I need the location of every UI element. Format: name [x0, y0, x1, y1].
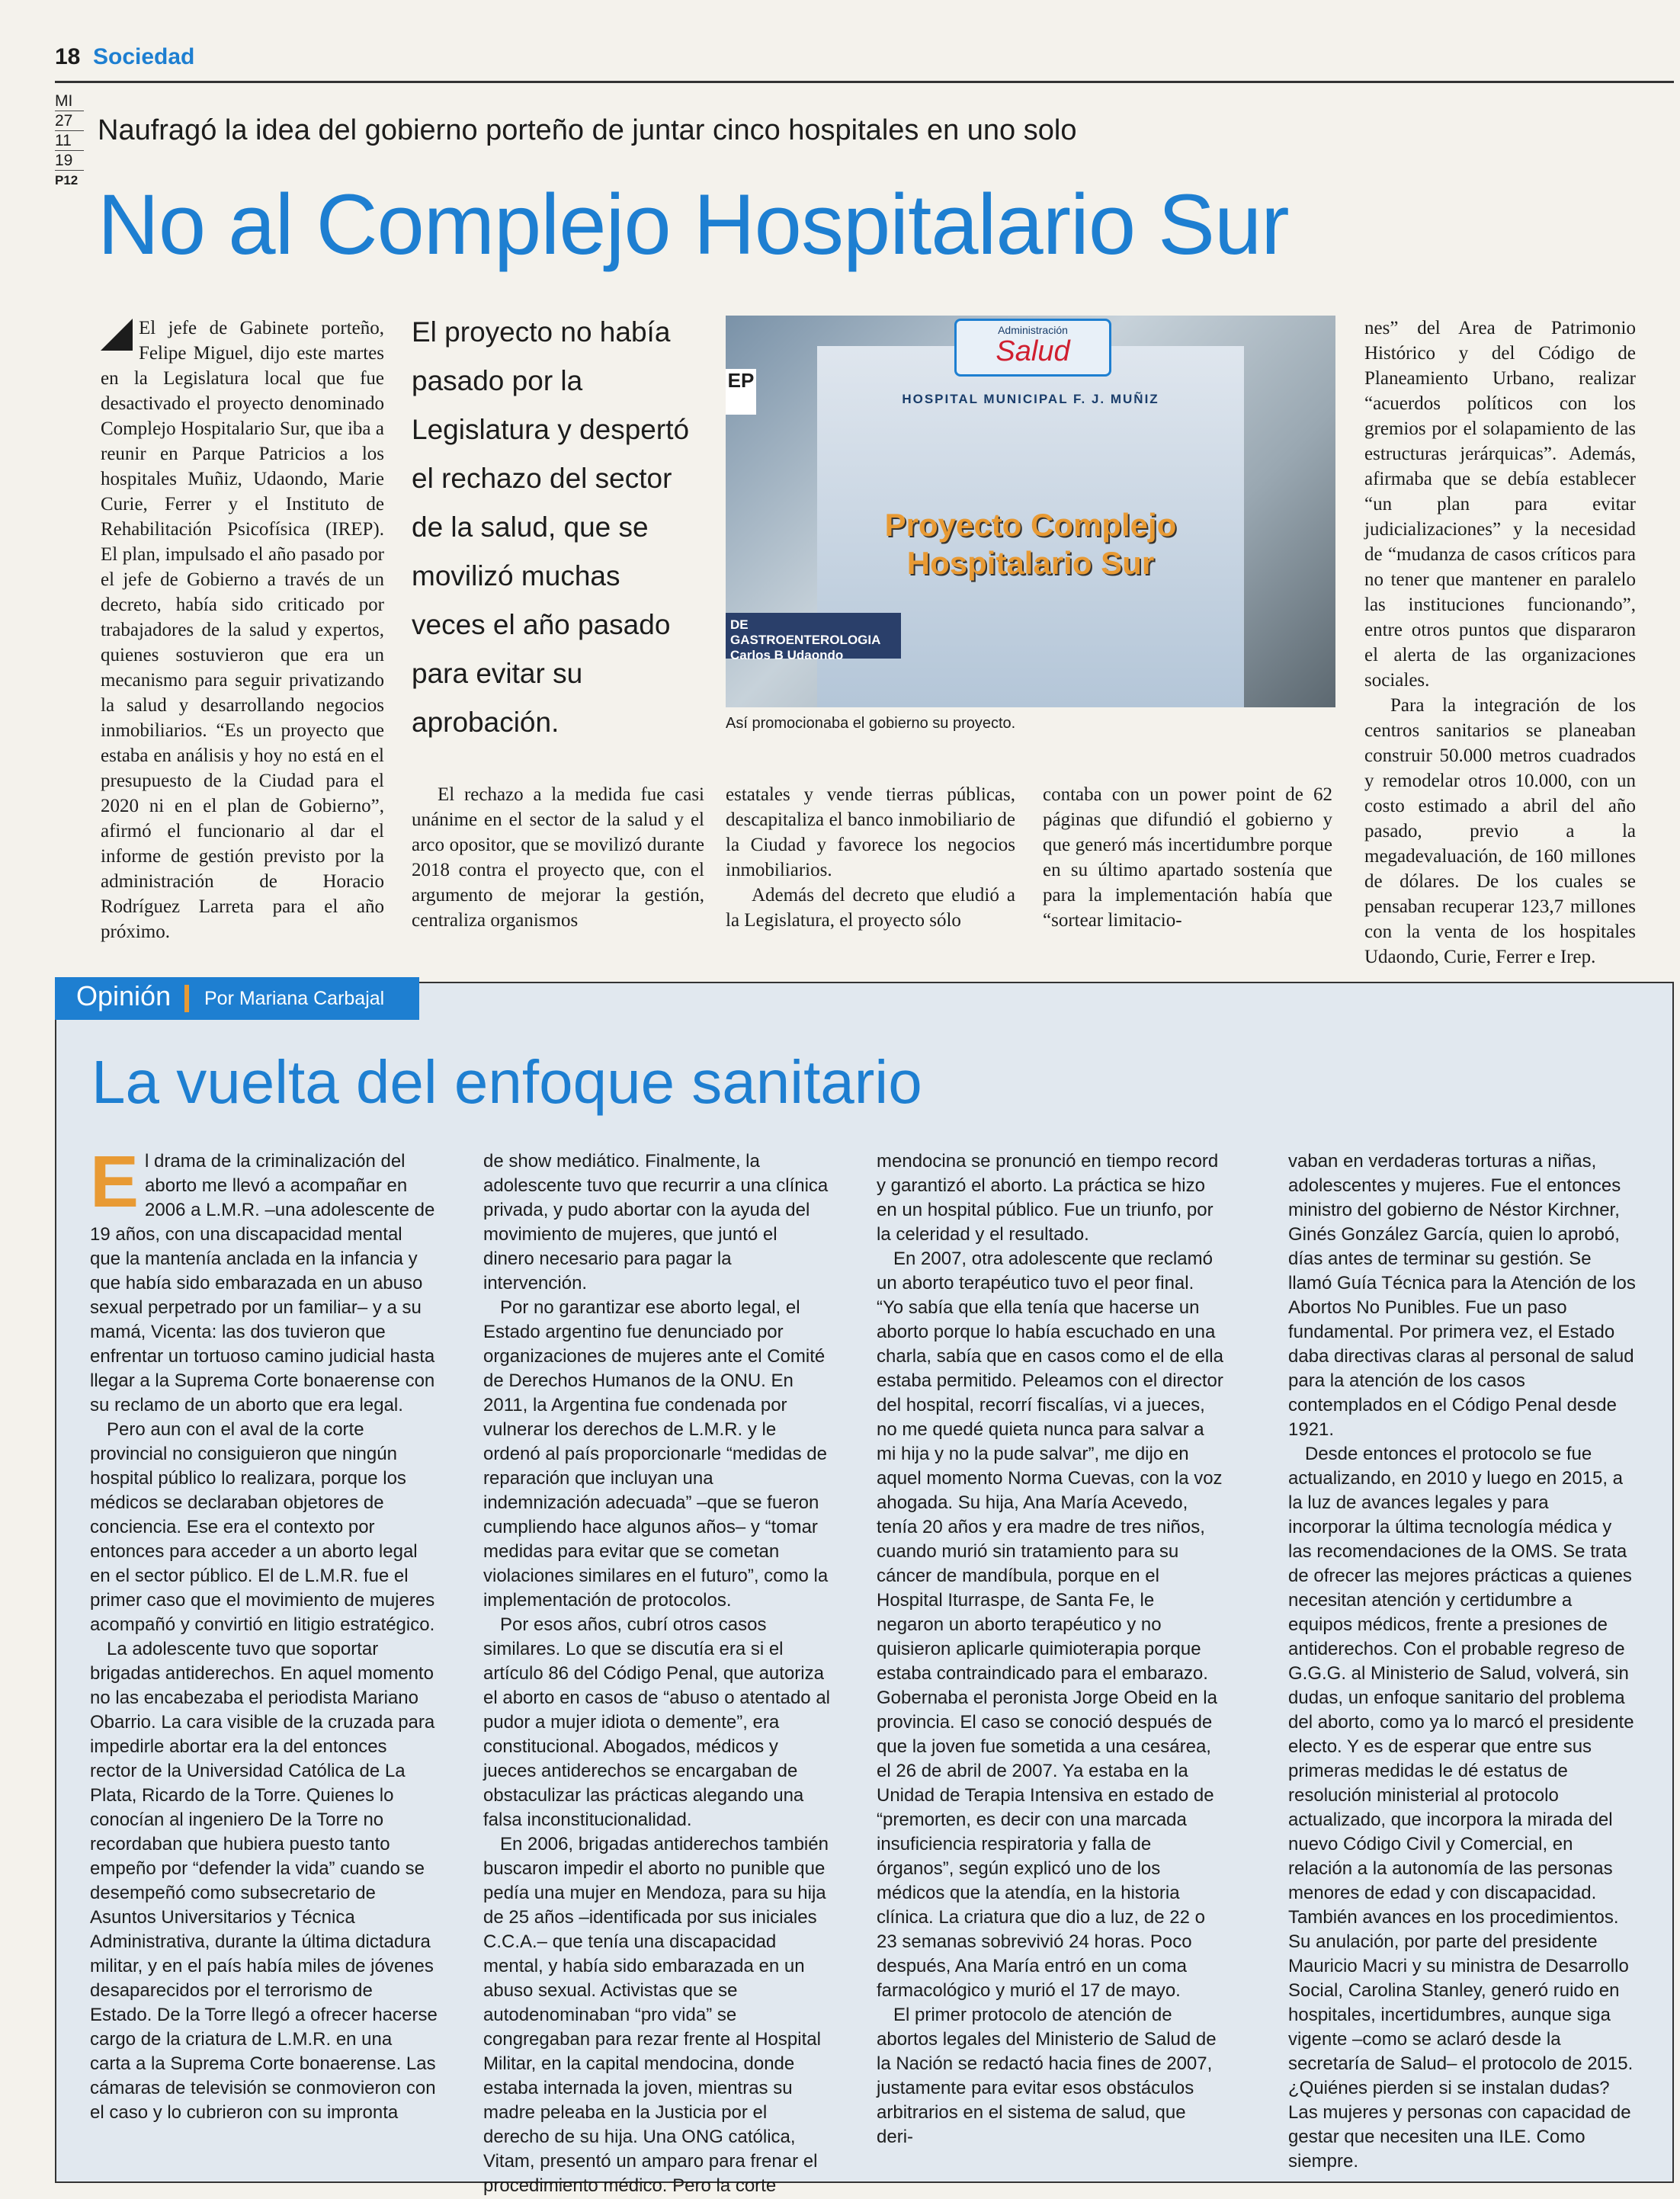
article-column-1 — [101, 316, 384, 944]
paragraph: El primer protocolo de atención de abortos legales del Ministerio de Salud de la Nación se redactó hacia fines de 2007, justamente para evitar esos obstáculos arbitrarios en el sistema de salud, que deri- — [877, 2005, 1217, 2147]
paragraph: Por no garantizar ese aborto legal, el Estado argentino fue denunciado por organizaciones de mujeres ante el Comité de Derechos Humanos de la ONU. En 2011, la Argentina fue condenada por vulnerar los derechos de L.M.R. y le ordenó al país proporcionarle “medidas de reparación que incluyan una indemnización adecuada” –que se fueron cumpliendo hace algunos años– y “tomar medidas para evitar que se cometan violaciones similares en el futuro”, como la implementación de protocolos. — [483, 1297, 829, 1611]
opinion-column-3 — [877, 1149, 1224, 2149]
paragraph: Además del decreto que eludió a la Legislatura, el proyecto sólo — [726, 885, 1015, 931]
paragraph: Desde entonces el protocolo se fue actualizando, en 2010 y luego en 2015, a la luz de avances legales y para incorporar la última tecnología médica y las recomendaciones de la OMS. Se trata de ofrecer las mejores prácticas a quienes necesitan atención y certidumbre a equipos médicos, frente a presiones de antiderechos. Con el probable regreso de G.G.G. al Ministerio de Salud, volverá, sin dudas, un enfoque sanitario del problema del aborto, como ya lo marcó el presidente electo. Y es de esperar que entre sus primeras medidas le dé estatus de resolución ministerial al protocolo actualizado, que incorpora la mirada del nuevo Código Civil y Comercial, en relación a la autonomía de las personas menores de edad y con discapacidad. También avances en los procedimientos. Su anulación, por parte del presidente Mauricio Macri y su ministra de Desarrollo Social, Carolina Stanley, generó ruido en hospitales, incertidumbres, aunque siga vigente –como se aclaró desde la secretaría de Salud– el protocolo de 2015. ¿Quiénes pierden si se instalan dudas? Las mujeres y personas con capacidad de gestar que necesiten una ILE. Como siempre. — [1288, 1444, 1634, 2172]
paragraph: mendocina se pronunció en tiempo record y garantizó el aborto. La práctica se hizo en un hospital público. Fue un triunfo, por la celeridad y el resultado. — [877, 1151, 1219, 1245]
date-block — [55, 91, 84, 190]
folio-rule — [55, 81, 1674, 83]
article-photo — [726, 316, 1335, 707]
paragraph: l drama de la criminalización del aborto me llevó a acompañar en 2006 a L.M.R. –una adolescente de 19 años, con una discapacidad mental que la mantenía anclada en la infancia y que había sido embarazada en un abuso sexual perpetrado por un familiar– y a su mamá, Vicenta: las dos tuvieron que enfrentar un tortuoso camino judicial hasta llegar a la Suprema Corte bonaerense con su reclamo de un aborto que era legal. — [90, 1151, 435, 1415]
opinion-divider — [184, 985, 189, 1012]
photo-caption: Así promocionaba el gobierno su proyecto. — [726, 715, 1016, 732]
drop-cap: E — [90, 1141, 139, 1223]
opinion-author: Por Mariana Carbajal — [204, 988, 385, 1009]
opinion-column-2 — [483, 1149, 831, 2198]
paragraph: vaban en verdaderas torturas a niñas, adolescentes y mujeres. Fue el entonces ministro del gobierno de Néstor Kirchner, Ginés González García, quien lo aprobó, días antes de terminar su gestión. Se llamó Guía Técnica para la Atención de los Abortos No Punibles. Fue un paso fundamental. Por primera vez, el Estado daba directivas claras al personal de salud para la atención de los casos contemplados en el Código Penal desde 1921. — [1288, 1151, 1636, 1440]
paragraph: Por esos años, cubrí otros casos similares. Lo que se discutía era si el artículo 86 del Código Penal, que autoriza el aborto en casos de “abuso o atentado al pudor a mujer idiota o demente”, era constitucional. Abogados, médicos y jueces antiderechos se encargaban de obstaculizar las prácticas alegando una falsa inconstitucionalidad. — [483, 1614, 830, 1830]
article-column-4 — [1043, 782, 1332, 933]
paragraph: estatales y vende tierras públicas, descapitaliza el banco inmobiliario de la Ciudad y favorece los negocios inmobiliarios. — [726, 784, 1015, 880]
article-kicker: Naufragó la idea del gobierno porteño de juntar cinco hospitales en uno solo — [98, 114, 1077, 146]
article-column-2 — [412, 782, 704, 933]
paragraph: Para la integración de los centros sanitarios se planeaban construir 50.000 metros cuadrados y remodelar otros 10.000, con un costo estimado a abril del año pasado, previo a la megadevaluación, de 160 millones de dólares. De los cuales se pensaban recuperar 123,7 millones con la venta de los hospitales Udaondo, Curie, Ferrer e Irep. — [1364, 695, 1636, 967]
paragraph: contaba con un power point de 62 páginas que difundió el gobierno y que generó más incertidumbre porque en su último apartado sostenía que para la implementación había que “sortear limitacio- — [1043, 784, 1332, 931]
salud-logo — [954, 319, 1111, 377]
opinion-label: Opinión — [76, 980, 172, 1011]
paragraph: En 2007, otra adolescente que reclamó un aborto terapéutico tuvo el peor final. “Yo sabía que ella tenía que hacerse un aborto porque lo había escuchado en una charla, sabía que en casos como el de ella estaba permitido. Peleamos con el director del hospital, recorrí fiscalías, vi a jueces, no me quedé quieta nunca para salvar a mi hija y no la pude salvar”, me dijo en aquel momento Norma Cuevas, con la voz ahogada. Su hija, Ana María Acevedo, tenía 20 años y era madre de tres niños, cuando murió sin tratamiento para su cáncer de mandíbula, porque en el Hospital Iturraspe, de Santa Fe, le negaron un aborto terapéutico y no quisieron aplicarle quimioterapia porque estaba contraindicado para el embarazo. Gobernaba el peronista Jorge Obeid en la provincia. El caso se conoció después de que la joven fue sometida a una cesárea, el 26 de abril de 2007. Ya estaba en la Unidad de Terapia Intensiva en estado de “premorten, es decir con una marcada insuficiencia respiratoria y falla de órganos”, según explicó uno de los médicos que la atendía, en la historia clínica. La criatura que dio a luz, de 22 o 23 semanas sobrevivió 24 horas. Poco después, Ana María entró en un coma farmacológico y murió el 17 de mayo. — [877, 1249, 1223, 2001]
date-mm: 11 — [55, 131, 84, 151]
date-dd: 27 — [55, 111, 84, 131]
paragraph: nes” del Area de Patrimonio Histórico y del Código de Planeamiento Urbano, realizar “acuerdos políticos con los gremios por el solapamiento de las estructuras jerárquicas”. Además, afirmaba que se debía establecer “un plan para evitar judicializaciones” y la necesidad de “mudanza de casos críticos para no tener que mantener en paralelo las instituciones funcionando”, entre otros puntos que dispararon el alerta de las organizaciones sociales. — [1364, 318, 1636, 691]
article-column-5 — [1364, 316, 1636, 970]
opinion-title: La vuelta del enfoque sanitario — [91, 1048, 922, 1116]
publication-mark: P12 — [55, 173, 79, 188]
pull-quote: El proyecto no había pasado por la Legislatura y despertó el rechazo del sector de la salud, que se movilizó muchas veces el año pasado para evitar su aprobación. — [412, 316, 690, 738]
paragraph: En 2006, brigadas antiderechos también buscaron impedir el aborto no punible que pedía una mujer en Mendoza, para su hija de 25 años –identificada por sus iniciales C.C.A.– que tenía una discapacidad mental, y había sido embarazada en un abuso sexual. Activistas que se autodenominaban “pro vida” se congregaban para rezar frente al Hospital Militar, en la capital mendocina, donde estaba internada la joven, mientras su madre peleaba en la Justicia por el derecho de su hija. Una ONG católica, Vitam, presentó un amparo para frenar el procedimiento médico. Pero la corte — [483, 1834, 829, 2196]
irep-sign: EP — [726, 369, 756, 415]
lead-triangle-icon — [101, 319, 133, 351]
logo-top-text: Administración — [998, 324, 1068, 336]
article-headline: No al Complejo Hospitalario Sur — [98, 177, 1289, 272]
opinion-column-4 — [1288, 1149, 1636, 2174]
gastro-sign: DE GASTROENTEROLOGIA Carlos B Udaondo — [726, 613, 901, 659]
paragraph: El jefe de Gabinete porteño, Felipe Miguel, dijo este martes en la Legislatura local que fue desactivado el proyecto denominado Complejo Hospitalario Sur, que iba a reunir en Parque Patricios a los hospitales Muñiz, Udaondo, Marie Curie, Ferrer y el Instituto de Rehabilitación Psicofísica (IREP). El plan, impulsado el año pasado por el jefe de Gobierno a través de un decreto, había sido criticado por trabajadores de la salud y expertos, quienes sostuvieron que era un mecanismo para seguir privatizando la salud y desarrollando negocios inmobiliarios. “Es un proyecto que estaba en análisis y hoy no está en el presupuesto de la Ciudad para el 2020 ni en el plan de Gobierno”, afirmó el funcionario al dar el informe de gestión previsto por la administración de Horacio Rodríguez Larreta para el año próximo. — [101, 318, 384, 942]
paragraph: El rechazo a la medida fue casi unánime en el sector de la salud y el arco opositor, que se movilizó durante 2018 contra el proyecto que, con el argumento de mejorar la gestión, centraliza organismos — [412, 784, 704, 931]
paragraph: La adolescente tuvo que soportar brigadas antiderechos. En aquel momento no las encabezaba el periodista Mariano Obarrio. La cara visible de la cruzada para impedirle abortar era la del entonces rector de la Universidad Católica de La Plata, Ricardo de la Torre. Quienes lo conocían al ingeniero De la Torre no recordaban que hubiera puesto tanto empeño por “defender la vida” cuando se desempeñó como subsecretario de Asuntos Universitarios y Técnica Administrativa, durante la última dictadura militar, y en el país había miles de jóvenes desaparecidos por el terrorismo de Estado. De la Torre llegó a ofrecer hacerse cargo de la criatura de L.M.R. en una carta a la Suprema Corte bonaerense. Las cámaras de televisión se conmovieron con el caso y lo cubrieron con su impronta — [90, 1639, 438, 2123]
paragraph: Pero aun con el aval de la corte provincial no consiguieron que ningún hospital público lo realizara, porque los médicos se declaraban objetores de conciencia. Ese era el contexto por entonces para acceder a un aborto legal en el sector público. El de L.M.R. fue el primer caso que el movimiento de mujeres acompañó y convirtió en litigio estratégico. — [90, 1419, 435, 1635]
opinion-column-1 — [90, 1141, 438, 2125]
page-number: 18 — [55, 44, 81, 69]
date-yy: 19 — [55, 151, 84, 171]
paragraph: de show mediático. Finalmente, la adolescente tuvo que recurrir a una clínica privada, y pudo abortar con la ayuda del movimiento de mujeres, que juntó el dinero necesario para pagar la intervención. — [483, 1151, 829, 1293]
hospital-sign: HOSPITAL MUNICIPAL F. J. MUÑIZ — [902, 392, 1159, 406]
date-day: MI — [55, 91, 84, 111]
article-column-3 — [726, 782, 1015, 933]
logo-main-text: Salud — [995, 335, 1070, 367]
project-label: Proyecto Complejo Hospitalario Sur — [884, 507, 1177, 581]
section-name: Sociedad — [93, 44, 195, 69]
